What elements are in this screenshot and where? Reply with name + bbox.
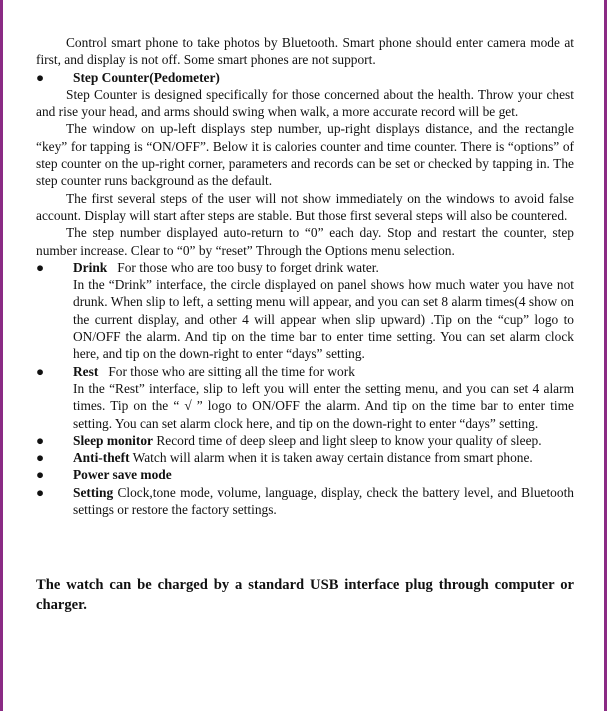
setting-item <box>36 484 574 519</box>
drink-title: Drink <box>73 259 108 275</box>
bluetooth-camera-paragraph: Control smart phone to take photos by Bluetooth. Smart phone should enter camera mode at first, and display is not off. Some smart phones are not support. <box>36 35 574 68</box>
bullet-icon: ● <box>36 484 45 500</box>
bullet-icon: ● <box>36 450 45 466</box>
rest-intro: For those who are sitting all the time for work <box>108 363 355 379</box>
sleep-monitor-text: Record time of deep sleep and light sleep to know your quality of sleep. <box>156 432 542 448</box>
drink-heading <box>36 259 574 276</box>
spacer <box>36 518 574 575</box>
manual-page <box>36 34 574 615</box>
setting-title: Setting <box>73 484 114 500</box>
setting-text: Clock,tone mode, volume, language, display, check the battery level, and Bluetooth settings or restore the factory settings. <box>73 484 574 518</box>
power-save-item <box>36 466 574 483</box>
bullet-icon: ● <box>36 363 45 379</box>
charging-note: The watch can be charged by a standard USB interface plug through computer or charger. <box>36 577 574 614</box>
drink-intro: For those who are too busy to forget drink water. <box>117 259 379 275</box>
anti-theft-title: Anti-theft <box>73 450 130 466</box>
power-save-title: Power save mode <box>73 467 172 483</box>
bullet-icon: ● <box>36 259 45 275</box>
bullet-icon: ● <box>36 432 45 448</box>
page-border-left <box>0 0 3 711</box>
drink-paragraph: In the “Drink” interface, the circle displayed on panel shows how much water you have not drunk. When slip to left, a setting menu will appear, and you can set 8 alarm times(4 show on the current display, and other 4 will appear when slip upward) .Tip on the “cup” logo to ON/OFF the alarm. And tip on the time bar to enter time setting. You can set alarm clock here, and tip on the down-right to enter “days” setting. <box>73 277 574 362</box>
sleep-monitor-title: Sleep monitor <box>73 432 153 448</box>
rest-title: Rest <box>73 363 99 379</box>
step-counter-paragraph-1: Step Counter is designed specifically for those concerned about the health. Throw your chest and rise your head, and arms should swing when walk, a more accurate record will be get. <box>36 86 574 120</box>
step-counter-paragraph-4: The step number displayed auto-return to “0” each day. Stop and restart the counter, step number increase. Clear to “0” by “reset” Through the Options menu selection. <box>36 225 574 258</box>
anti-theft-text: Watch will alarm when it is taken away certain distance from smart phone. <box>132 450 533 466</box>
bullet-icon: ● <box>36 467 45 483</box>
anti-theft-item <box>36 449 574 466</box>
step-counter-paragraph-2: The window on up-left displays step number, up-right displays distance, and the rectangle “key” for tapping is “ON/OFF”. Below it is calories counter and time counter. There is “options” of step counter on the up-right corner, parameters and records can be set or checked by tapping in. The step counter runs background as the default. <box>36 121 574 189</box>
rest-paragraph: In the “Rest” interface, slip to left you will enter the setting menu, and you can set 4 alarm times. Tip on the “ √ ” logo to ON/OFF the alarm. And tip on the time bar to enter time setting. You can set alarm clock here, and tip on the down-right to enter “days” setting. <box>73 380 574 431</box>
rest-heading <box>36 363 574 380</box>
bullet-icon: ● <box>36 69 45 85</box>
step-counter-title: Step Counter(Pedometer) <box>73 69 220 85</box>
sleep-monitor-item <box>36 432 574 449</box>
step-counter-heading <box>36 69 574 86</box>
step-counter-paragraph-3: The first several steps of the user will not show immediately on the windows to avoid false account. Display will start after steps are stable. But those first several steps will also be countered. <box>36 190 574 223</box>
